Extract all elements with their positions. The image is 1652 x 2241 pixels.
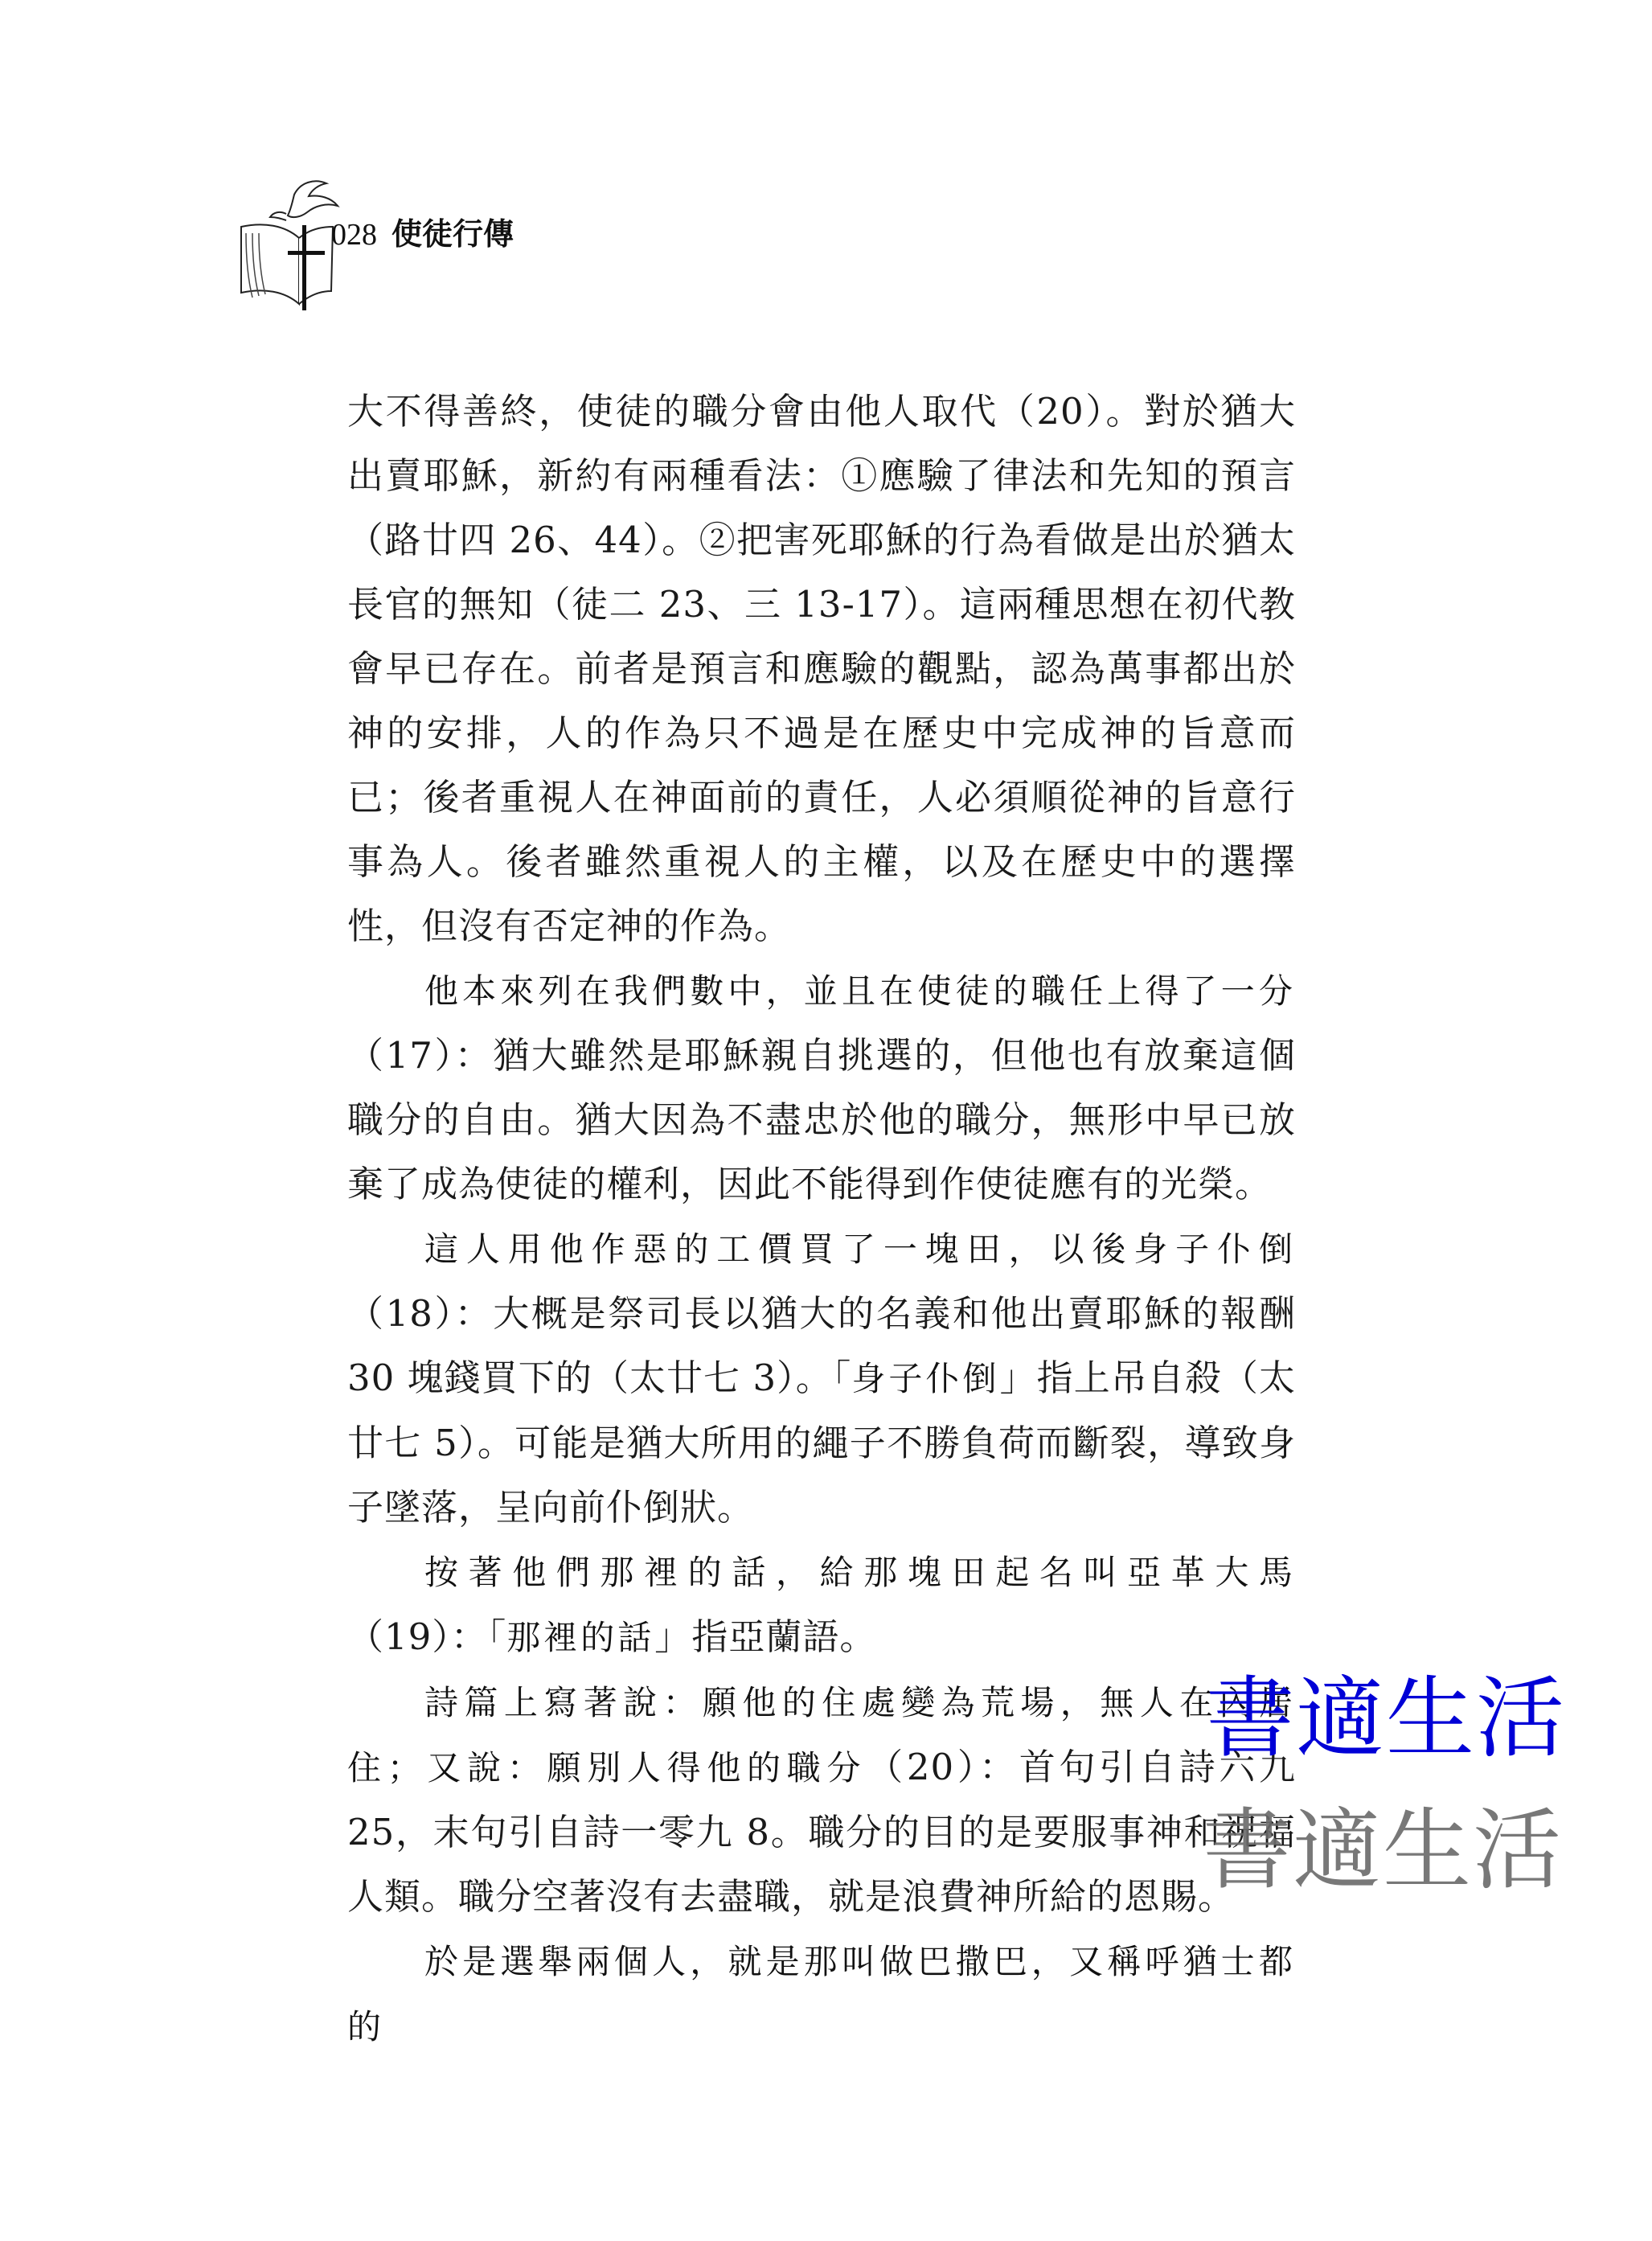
paragraph-2 bbox=[347, 958, 1296, 1217]
commentary: （20）：首句引自詩六九 25，末句引自詩一零九 8。職分的目的是要服事神和祝福人類。職分空著沒有去盡職，就是浪費神所給的恩賜。 bbox=[347, 1746, 1296, 1918]
commentary-continued: 指上吊自殺（太廿七 5）。可能是猶大所用的繩子不勝負荷而斷裂，導致身子墜落，呈向前仆倒狀。 bbox=[347, 1357, 1296, 1529]
line: 四 26、44）。②把害死耶穌的行為看做是出於猶太長官的無 bbox=[347, 519, 1296, 626]
quote-mark-close: 」 bbox=[654, 1615, 692, 1658]
book-title: 使徒行傳 bbox=[391, 216, 514, 252]
commentary: （18）：大概是祭司長以猶大的名義和他出賣耶穌的報酬 30 塊錢買下的（太廿七 3）。 bbox=[347, 1292, 1296, 1399]
watermark-secondary: 書適生活 bbox=[1203, 1799, 1563, 1902]
line: 大不得善終，使徒的職分會由他人取代（20）。對於猶大出賣 bbox=[347, 390, 1296, 497]
paragraph-3 bbox=[347, 1217, 1296, 1540]
scripture-quote: 他本來列在我們數中，並且在使徒的職任上得了一分 bbox=[424, 971, 1296, 1011]
scripture-quote: 這人用他作惡的工價買了一塊田，以後身子仆倒 bbox=[424, 1229, 1296, 1269]
page-body bbox=[347, 380, 1296, 2059]
scripture-quote: 於是選舉兩個人，就是那叫做巴撒巴，又稱呼猶士都的 bbox=[347, 1942, 1296, 2046]
quoted-term: 那裡的話 bbox=[506, 1618, 655, 1657]
commentary-continued: 指亞蘭語。 bbox=[691, 1615, 877, 1658]
quote-mark-close: 」 bbox=[999, 1357, 1037, 1399]
line: 人的主權，以及在歷史中的選擇性，但沒有否定神的作為。 bbox=[347, 840, 1296, 947]
scripture-quote: 按著他們那裡的話，給那塊田起名叫亞革大馬 bbox=[424, 1553, 1296, 1592]
page-header bbox=[232, 177, 682, 322]
quote-mark-open: 「 bbox=[832, 1357, 852, 1399]
commentary: （19）： bbox=[347, 1615, 488, 1658]
paragraph-1 bbox=[347, 380, 1296, 958]
line: 面前的責任，人必須順從神的旨意行事為人。後者雖然重視 bbox=[347, 776, 1296, 883]
paragraph-4 bbox=[347, 1540, 1296, 1670]
dove-cross-book-icon bbox=[232, 177, 344, 314]
page-number: 028 bbox=[331, 218, 377, 252]
running-head bbox=[331, 209, 514, 253]
line: 作為只不過是在歷史中完成神的旨意而已；後者重視人在神 bbox=[347, 712, 1296, 819]
commentary: （17）：猶大雖然是耶穌親自挑選的，但他也有放棄這個職分的自由。猶大因為不盡忠於他的職分，無形中早已放棄了成為使徒的權利，因此不能得到作使徒應有的光榮。 bbox=[347, 1034, 1296, 1205]
watermark-primary: 書適生活 bbox=[1206, 1667, 1566, 1770]
line: 前者是預言和應驗的觀點，認為萬事都出於神的安排，人的 bbox=[347, 647, 1296, 754]
scripture-quote: 詩篇上寫著說：願他的住處變為荒場，無人在內居住；又說：願別人得他的職分 bbox=[347, 1683, 1296, 1787]
quote-mark-open: 「 bbox=[487, 1615, 507, 1658]
quoted-term: 身子仆倒 bbox=[851, 1359, 1000, 1398]
line: 知（徒二 23、三 13-17）。這兩種思想在初代教會早已存在。 bbox=[347, 583, 1296, 690]
paragraph-5 bbox=[347, 1670, 1296, 1929]
paragraph-6 bbox=[347, 1929, 1296, 2059]
line: 耶穌，新約有兩種看法：①應驗了律法和先知的預言（路廿 bbox=[347, 454, 1296, 561]
